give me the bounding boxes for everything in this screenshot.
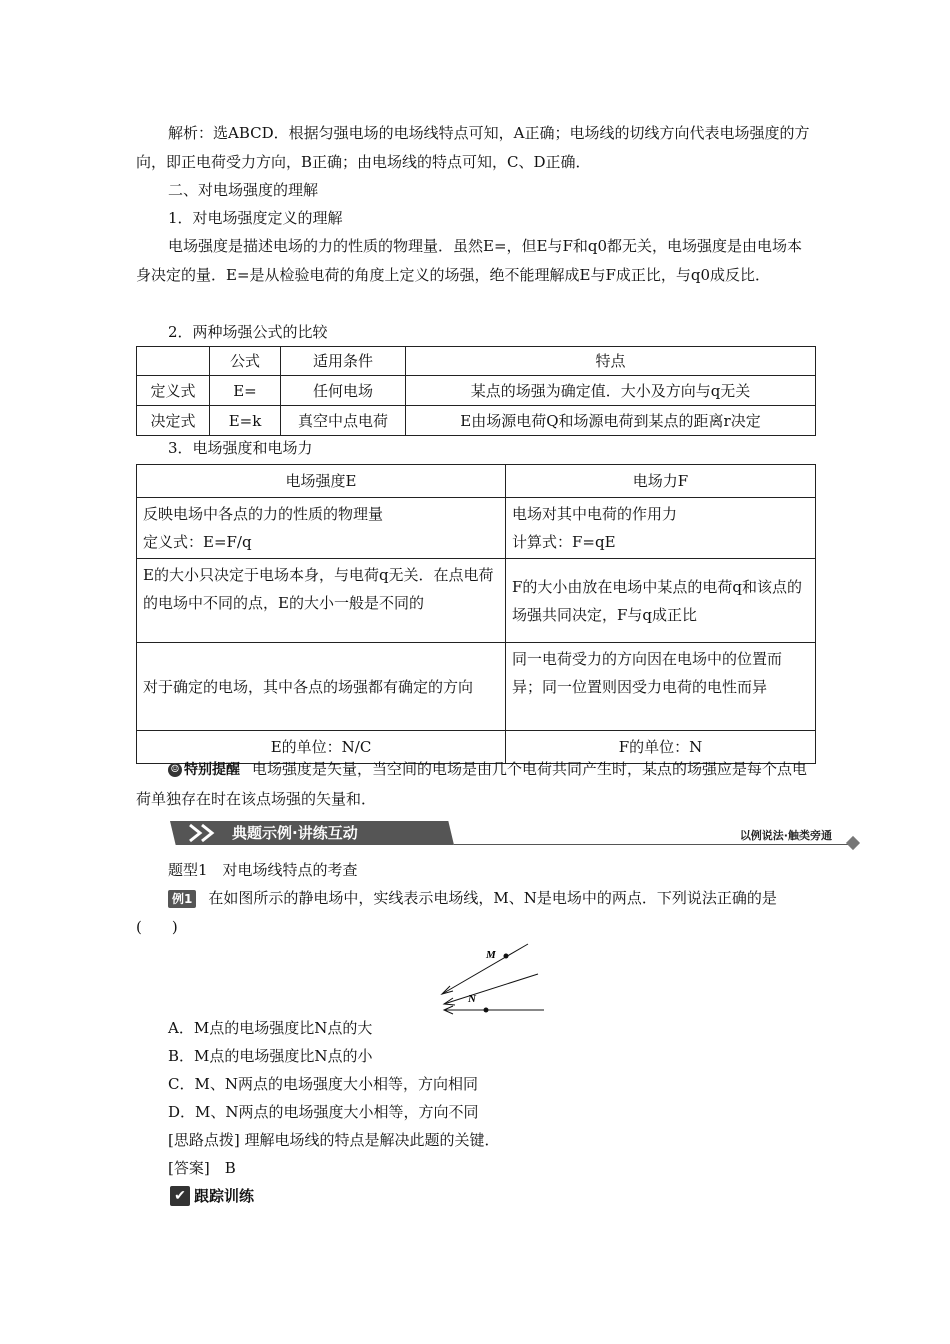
table2-header-cell: 电场力F (506, 465, 816, 498)
note-label: 特别提醒 (184, 762, 240, 778)
table2-cell: F的大小由放在电场中某点的电荷q和该点的场强共同决定，F与q成正比 (506, 559, 816, 643)
table1-cell: E= (210, 376, 281, 406)
field-line (444, 974, 538, 1004)
hint-text: [思路点拨] 理解电场线的特点是解决此题的关键． (168, 1131, 500, 1149)
double-chevron-icon (188, 823, 224, 843)
section-banner (170, 817, 860, 847)
tracking-training-header (170, 1185, 254, 1206)
table1-cell: E=k (210, 406, 281, 436)
option-c: C．M、N两点的电场强度大小相等，方向相同 (168, 1075, 478, 1093)
table1-header-cell (137, 347, 210, 376)
option-a: A．M点的电场强度比N点的大 (168, 1019, 373, 1037)
formula-comparison-table (136, 346, 816, 436)
answer-text: [答案] B (168, 1159, 236, 1177)
table1-cell: 真空中点电荷 (281, 406, 406, 436)
table1-cell: 某点的场强为确定值．大小及方向与q无关 (406, 376, 816, 406)
banner-divider (454, 844, 854, 845)
table2-cell: 对于确定的电场，其中各点的场强都有确定的方向 (137, 643, 506, 731)
point-n-label: N (468, 993, 476, 1005)
field-vs-force-table (136, 464, 816, 764)
point-m-label: M (486, 949, 496, 961)
analysis-paragraph: 解析：选ABCD．根据匀强电场的电场线特点可知，A正确；电场线的切线方向代表电场强度的方向，即正电荷受力方向，B正确；由电场线的特点可知，C、D正确． (136, 124, 810, 171)
table2-cell: 电场对其中电荷的作用力 计算式：F=qE (506, 498, 816, 559)
special-note (136, 755, 816, 814)
example-badge: 例1 (168, 890, 196, 908)
banner-title: 典题示例·讲练互动 (232, 824, 358, 842)
definition-paragraph: 电场强度是描述电场的力的性质的物理量．虽然E=，但E与F和q0都无关，电场强度是由电场本身决定的量．E=是从检验电荷的角度上定义的场强，绝不能理解成E与F成正比，与q0成反比． (136, 237, 803, 284)
point-m (504, 954, 509, 959)
note-text: 电场强度是矢量，当空间的电场是由几个电荷共同产生时，某点的场强应是每个点电荷单独存在时在该点场强的矢量和． (136, 760, 808, 808)
table1-cell: 决定式 (137, 406, 210, 436)
example-stem (136, 884, 816, 942)
table2-cell: 同一电荷受力的方向因在电场中的位置而异；同一位置则因受力电荷的电性而异 (506, 643, 816, 731)
subsection-title-1: 1．对电场强度定义的理解 (168, 209, 343, 227)
subsection-title-3: 3．电场强度和电场力 (168, 439, 313, 457)
table1-cell: 任何电场 (281, 376, 406, 406)
table1-cell: E由场源电荷Q和场源电荷到某点的距离r决定 (406, 406, 816, 436)
field-line (442, 944, 528, 994)
subsection-title-2: 2．两种场强公式的比较 (168, 323, 328, 341)
banner-subtitle: 以例说法·触类旁通 (739, 829, 832, 842)
table2-cell: F的单位：N (506, 731, 816, 764)
tracking-label: 跟踪训练 (194, 1187, 255, 1205)
table2-cell: E的大小只决定于电场本身，与电荷q无关．在点电荷的电场中不同的点，E的大小一般是不同的 (137, 559, 506, 643)
section-title: 二、对电场强度的理解 (168, 181, 319, 199)
table1-header-cell: 适用条件 (281, 347, 406, 376)
table2-header-cell: 电场强度E (137, 465, 506, 498)
question-type-title: 题型1 对电场线特点的考查 (168, 861, 358, 879)
checkmark-icon: ✔ (170, 1186, 190, 1206)
note-icon: ☺ (168, 763, 182, 777)
table1-header-cell: 特点 (406, 347, 816, 376)
table1-cell: 定义式 (137, 376, 210, 406)
example-stem-text: 在如图所示的静电场中，实线表示电场线，M、N是电场中的两点．下列说法正确的是( ) (136, 889, 777, 936)
option-b: B．M点的电场强度比N点的小 (168, 1047, 373, 1065)
table2-cell: 反映电场中各点的力的性质的物理量 定义式：E=F/q (137, 498, 506, 559)
electric-field-lines-figure (432, 938, 552, 1018)
point-n (484, 1008, 489, 1013)
diamond-icon (846, 836, 860, 850)
table1-header-cell: 公式 (210, 347, 281, 376)
field-line-arrowhead (442, 986, 453, 994)
option-d: D．M、N两点的电场强度大小相等，方向不同 (168, 1103, 479, 1121)
table2-cell: E的单位：N/C (137, 731, 506, 764)
